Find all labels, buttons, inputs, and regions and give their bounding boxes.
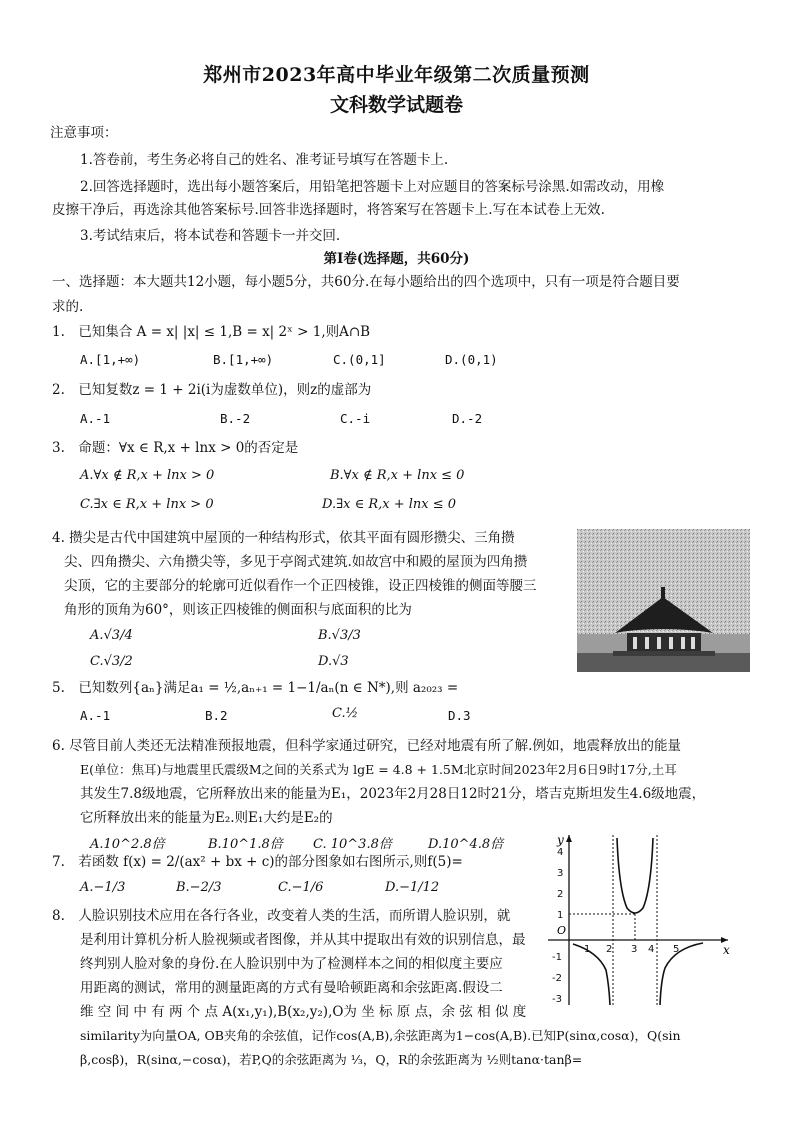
q3-option-c: C.∃x ∈ R,x + lnx > 0 xyxy=(80,497,214,512)
q5-option-b: B.2 xyxy=(205,708,228,723)
q4-option-c: C.√3/2 xyxy=(90,654,133,669)
q2-option-b: B.-2 xyxy=(220,411,251,426)
q7-option-b: B.−2/3 xyxy=(176,880,222,895)
q6-line-3: 其发生7.8级地震，它所释放出来的能量为E₁，2023年2月28日12时21分，塔吉克斯坦发生4.6级地震， xyxy=(80,786,706,802)
y-axis-arrow-icon xyxy=(566,835,572,842)
y-tick-neg3: -3 xyxy=(552,994,562,1005)
y-tick-neg1: -1 xyxy=(552,952,562,963)
q6-line-4: 它所释放出来的能量为E₂.则E₁大约是E₂的 xyxy=(80,810,333,826)
q5-stem: 5. 已知数列{aₙ}满足a₁ = ½,aₙ₊₁ = 1−1/aₙ(n ∈ N*),则 a₂₀₂₃ = xyxy=(52,680,459,696)
q2-option-a: A.-1 xyxy=(80,411,111,426)
notice-item-2a: 2.回答选择题时，选出每小题答案后，用铅笔把答题卡上对应题目的答案标号涂黑.如需改动，用橡 xyxy=(80,179,665,195)
q7-option-d: D.−1/12 xyxy=(385,880,440,895)
q3-option-d: D.∃x ∈ R,x + lnx ≤ 0 xyxy=(322,497,457,512)
x-tick-2: 2 xyxy=(606,944,613,955)
q4-line-3: 尖顶，它的主要部分的轮廓可近似看作一个正四棱锥，设正四棱锥的侧面等腰三 xyxy=(64,578,537,594)
q5-option-d: D.3 xyxy=(448,708,471,723)
x-axis-label: x xyxy=(723,943,730,957)
x-tick-5: 5 xyxy=(673,944,680,955)
q6-option-a: A.10^2.8倍 xyxy=(90,837,165,852)
q8-line-4: 用距离的测试，常用的测量距离的方式有曼哈顿距离和余弦距离.假设二 xyxy=(80,980,503,996)
q7-stem: 7. 若函数 f(x) = 2/(ax² + bx + c)的部分图象如右图所示,则f(5)= xyxy=(52,854,463,870)
curve-right-branch xyxy=(660,943,703,1005)
exam-subtitle: 文科数学试题卷 xyxy=(329,94,463,116)
q5-option-a: A.-1 xyxy=(80,708,111,723)
q4-option-d: D.√3 xyxy=(318,654,349,669)
q8-line-5: 维 空 间 中 有 两 个 点 A(x₁,y₁),B(x₂,y₂),O为 坐 标 原 点，余 弦 相 似 度 xyxy=(80,1004,527,1020)
y-tick-2: 2 xyxy=(557,889,564,900)
q1-option-c: C.(0,1] xyxy=(333,352,386,367)
q8-line-2: 是利用计算机分析人脸视频或者图像，并从其中提取出有效的识别信息，最 xyxy=(80,932,526,948)
q6-option-d: D.10^4.8倍 xyxy=(428,837,504,852)
q4-option-a: A.√3/4 xyxy=(90,628,133,643)
curve-middle-branch xyxy=(617,838,653,913)
q8-line-6: similarity为向量OA, OB夹角的余弦值，记作cos(A,B),余弦距离为1−cos(A,B).已知P(sinα,cosα)，Q(sin xyxy=(80,1028,681,1043)
function-graph xyxy=(543,830,733,1010)
q4-line-1: 4. 攒尖是古代中国建筑中屋顶的一种结构形式，依其平面有圆形攒尖、三角攒 xyxy=(52,530,515,546)
y-tick-neg2: -2 xyxy=(552,973,562,984)
section-intro-a: 一、选择题：本大题共12小题，每小题5分，共60分.在每小题给出的四个选项中，只有一项是符合题目要 xyxy=(52,274,680,290)
q8-line-7: β,cosβ)，R(sinα,−cosα)，若P,Q的余弦距离为 ⅓，Q，R的余弦距离为 ½则tanα·tanβ= xyxy=(80,1052,583,1067)
y-tick-3: 3 xyxy=(557,868,564,879)
y-tick-4: 4 xyxy=(557,847,564,858)
q8-line-3: 终判别人脸对象的身份.在人脸识别中为了检测样本之间的相似度主要应 xyxy=(80,956,503,972)
notice-item-1: 1.答卷前，考生务必将自己的姓名、准考证号填写在答题卡上. xyxy=(80,152,449,168)
y-tick-1: 1 xyxy=(557,910,564,921)
x-tick-1: 1 xyxy=(584,944,591,955)
q3-option-b: B.∀x ∉ R,x + lnx ≤ 0 xyxy=(330,468,465,483)
q2-option-c: C.-i xyxy=(340,411,371,426)
notice-item-2b: 皮擦干净后，再选涂其他答案标号.回答非选择题时，将答案写在答题卡上.写在本试卷上无效. xyxy=(52,202,605,218)
q1-option-b: B.[1,+∞) xyxy=(213,352,274,367)
notice-heading: 注意事项： xyxy=(50,125,118,141)
q3-stem: 3. 命题：∀x ∈ R,x + lnx > 0的否定是 xyxy=(52,440,299,456)
q6-line-1: 6. 尽管目前人类还无法精准预报地震，但科学家通过研究，已经对地震有所了解.例如，地震释放出的能量 xyxy=(52,738,681,754)
palace-photo-icon xyxy=(577,529,750,672)
q7-option-c: C.−1/6 xyxy=(278,880,324,895)
q4-option-b: B.√3/3 xyxy=(318,628,361,643)
q4-line-4: 角形的顶角为60°，则该正四棱锥的侧面积与底面积的比为 xyxy=(64,602,412,618)
palace-photo xyxy=(577,529,750,672)
curve-left-branch xyxy=(573,944,613,1005)
q2-option-d: D.-2 xyxy=(452,411,483,426)
section-title: 第Ⅰ卷(选择题，共60分) xyxy=(323,251,470,267)
q1-option-d: D.(0,1) xyxy=(445,352,498,367)
x-tick-4: 4 xyxy=(648,944,655,955)
q3-option-a: A.∀x ∉ R,x + lnx > 0 xyxy=(80,468,215,483)
section-intro-b: 求的. xyxy=(52,299,84,315)
q8-line-1: 8. 人脸识别技术应用在各行各业，改变着人类的生活，而所谓人脸识别，就 xyxy=(52,908,511,924)
y-axis-label: y xyxy=(557,833,564,847)
x-tick-3: 3 xyxy=(631,944,638,955)
origin-label: O xyxy=(557,924,567,937)
q7-option-a: A.−1/3 xyxy=(80,880,126,895)
q2-stem: 2. 已知复数z = 1 + 2i(i为虚数单位)，则z的虚部为 xyxy=(52,382,372,398)
notice-item-3: 3.考试结束后，将本试卷和答题卡一并交回. xyxy=(80,228,341,244)
q1-option-a: A.[1,+∞) xyxy=(80,352,141,367)
q6-option-c: C. 10^3.8倍 xyxy=(313,837,392,852)
q6-line-2: E(单位：焦耳)与地震里氏震级M之间的关系式为 lgE = 4.8 + 1.5M北京时间2023年2月6日9时17分,土耳 xyxy=(80,762,677,777)
q1-stem: 1. 已知集合 A = x| |x| ≤ 1,B = x| 2ˣ > 1,则A∩B xyxy=(52,324,371,340)
q6-option-b: B.10^1.8倍 xyxy=(208,837,283,852)
q5-option-c: C.½ xyxy=(332,706,359,721)
q4-line-2: 尖、四角攒尖、六角攒尖等，多见于亭阁式建筑.如故宫中和殿的屋顶为四角攒 xyxy=(64,554,528,570)
exam-title: 郑州市2023年高中毕业年级第二次质量预测 xyxy=(203,64,590,86)
